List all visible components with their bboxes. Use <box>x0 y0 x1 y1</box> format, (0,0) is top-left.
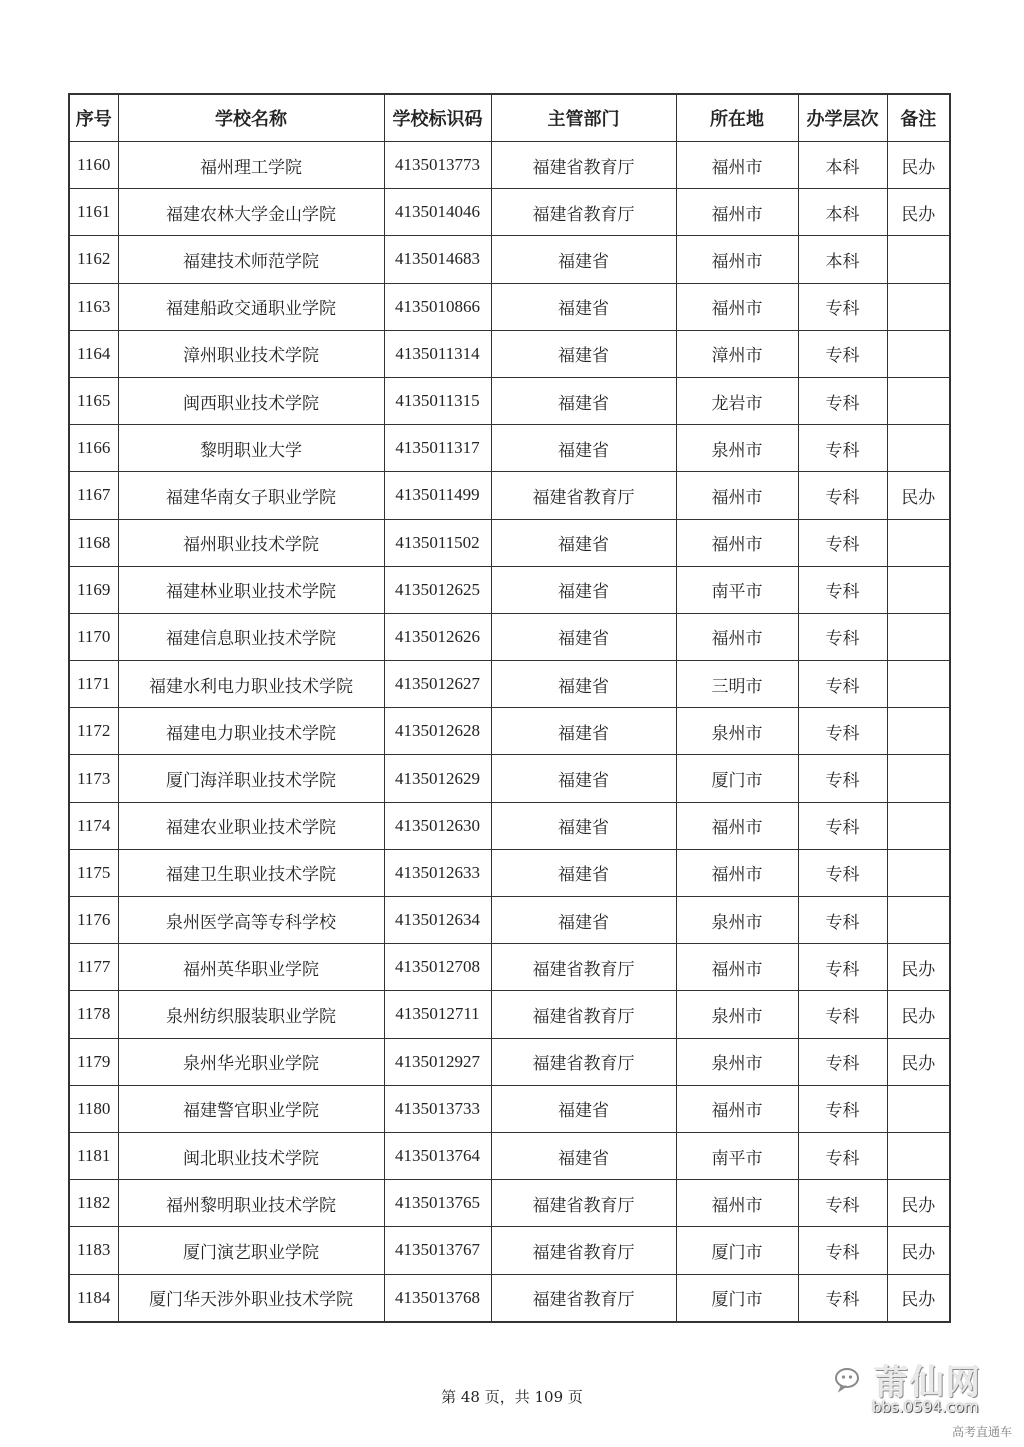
cell-school-code: 4135013764 <box>384 1132 491 1179</box>
cell-level: 专科 <box>798 991 887 1038</box>
cell-level: 专科 <box>798 802 887 849</box>
header-school-name: 学校名称 <box>118 94 384 142</box>
cell-school-code: 4135013768 <box>384 1274 491 1322</box>
cell-authority: 福建省 <box>491 849 676 896</box>
cell-school-name: 福建信息职业技术学院 <box>118 613 384 660</box>
cell-remarks: 民办 <box>887 1274 950 1322</box>
header-remarks: 备注 <box>887 94 950 142</box>
cell-remarks <box>887 1085 950 1132</box>
table-row <box>69 1038 950 1085</box>
cell-remarks: 民办 <box>887 189 950 236</box>
cell-school-code: 4135012625 <box>384 566 491 613</box>
cell-school-name: 漳州职业技术学院 <box>118 330 384 377</box>
cell-school-code: 4135011317 <box>384 425 491 472</box>
cell-level: 本科 <box>798 189 887 236</box>
cell-level: 专科 <box>798 283 887 330</box>
cell-remarks <box>887 566 950 613</box>
cell-location: 泉州市 <box>676 425 798 472</box>
cell-school-code: 4135014683 <box>384 236 491 283</box>
cell-location: 福州市 <box>676 142 798 189</box>
table-row <box>69 1132 950 1179</box>
cell-level: 专科 <box>798 1274 887 1322</box>
cell-location: 龙岩市 <box>676 377 798 424</box>
cell-level: 专科 <box>798 566 887 613</box>
cell-school-name: 泉州医学高等专科学校 <box>118 897 384 944</box>
cell-serial-number: 1165 <box>69 377 118 424</box>
cell-school-name: 福州理工学院 <box>118 142 384 189</box>
cell-location: 福州市 <box>676 472 798 519</box>
cell-remarks <box>887 613 950 660</box>
table-row <box>69 1085 950 1132</box>
cell-serial-number: 1173 <box>69 755 118 802</box>
cell-level: 专科 <box>798 472 887 519</box>
cell-school-name: 福建警官职业学院 <box>118 1085 384 1132</box>
table-row <box>69 755 950 802</box>
cell-remarks <box>887 519 950 566</box>
cell-school-name: 厦门华天涉外职业技术学院 <box>118 1274 384 1322</box>
cell-school-code: 4135011314 <box>384 330 491 377</box>
cell-school-name: 闽北职业技术学院 <box>118 1132 384 1179</box>
cell-remarks: 民办 <box>887 472 950 519</box>
cell-level: 专科 <box>798 425 887 472</box>
cell-remarks: 民办 <box>887 142 950 189</box>
cell-location: 泉州市 <box>676 897 798 944</box>
cell-school-name: 泉州纺织服装职业学院 <box>118 991 384 1038</box>
cell-level: 专科 <box>798 330 887 377</box>
cell-school-name: 闽西职业技术学院 <box>118 377 384 424</box>
cell-school-code: 4135012711 <box>384 991 491 1038</box>
cell-school-code: 4135012708 <box>384 944 491 991</box>
cell-location: 福州市 <box>676 613 798 660</box>
school-list-table <box>68 93 951 1323</box>
cell-school-code: 4135013773 <box>384 142 491 189</box>
cell-location: 福州市 <box>676 283 798 330</box>
cell-authority: 福建省 <box>491 613 676 660</box>
cell-school-name: 福建华南女子职业学院 <box>118 472 384 519</box>
table-row <box>69 1180 950 1227</box>
table-row <box>69 897 950 944</box>
cell-level: 专科 <box>798 613 887 660</box>
cell-school-code: 4135012628 <box>384 708 491 755</box>
cell-authority: 福建省 <box>491 1132 676 1179</box>
cell-level: 专科 <box>798 519 887 566</box>
cell-authority: 福建省教育厅 <box>491 1038 676 1085</box>
cell-school-code: 4135012630 <box>384 802 491 849</box>
cell-location: 福州市 <box>676 189 798 236</box>
cell-serial-number: 1181 <box>69 1132 118 1179</box>
table-row <box>69 236 950 283</box>
cell-remarks: 民办 <box>887 1180 950 1227</box>
cell-school-code: 4135012626 <box>384 613 491 660</box>
table-row <box>69 330 950 377</box>
table-row <box>69 519 950 566</box>
cell-school-code: 4135014046 <box>384 189 491 236</box>
cell-serial-number: 1178 <box>69 991 118 1038</box>
cell-school-name: 黎明职业大学 <box>118 425 384 472</box>
table-row <box>69 944 950 991</box>
cell-serial-number: 1183 <box>69 1227 118 1274</box>
cell-authority: 福建省教育厅 <box>491 991 676 1038</box>
cell-level: 专科 <box>798 897 887 944</box>
table-row <box>69 566 950 613</box>
cell-authority: 福建省 <box>491 755 676 802</box>
cell-authority: 福建省 <box>491 897 676 944</box>
cell-level: 专科 <box>798 755 887 802</box>
cell-remarks: 民办 <box>887 1038 950 1085</box>
cell-location: 福州市 <box>676 519 798 566</box>
cell-serial-number: 1164 <box>69 330 118 377</box>
cell-serial-number: 1163 <box>69 283 118 330</box>
cell-location: 福州市 <box>676 849 798 896</box>
cell-level: 专科 <box>798 1132 887 1179</box>
cell-school-code: 4135012634 <box>384 897 491 944</box>
cell-school-code: 4135013733 <box>384 1085 491 1132</box>
cell-remarks <box>887 236 950 283</box>
header-level: 办学层次 <box>798 94 887 142</box>
cell-school-code: 4135011315 <box>384 377 491 424</box>
cell-school-name: 厦门海洋职业技术学院 <box>118 755 384 802</box>
table-row <box>69 613 950 660</box>
watermark-url: bbs.0594.com <box>872 1398 979 1416</box>
cell-location: 南平市 <box>676 1132 798 1179</box>
cell-location: 福州市 <box>676 1180 798 1227</box>
cell-school-code: 4135012633 <box>384 849 491 896</box>
cell-authority: 福建省教育厅 <box>491 1274 676 1322</box>
cell-remarks <box>887 330 950 377</box>
table-row <box>69 283 950 330</box>
cell-remarks: 民办 <box>887 991 950 1038</box>
cell-authority: 福建省教育厅 <box>491 1227 676 1274</box>
cell-location: 福州市 <box>676 1085 798 1132</box>
cell-school-name: 福州职业技术学院 <box>118 519 384 566</box>
cell-school-name: 福州黎明职业技术学院 <box>118 1180 384 1227</box>
cell-authority: 福建省教育厅 <box>491 1180 676 1227</box>
cell-serial-number: 1170 <box>69 613 118 660</box>
cell-location: 福州市 <box>676 236 798 283</box>
cell-school-code: 4135012927 <box>384 1038 491 1085</box>
cell-remarks <box>887 1132 950 1179</box>
cell-authority: 福建省 <box>491 661 676 708</box>
table-row <box>69 189 950 236</box>
cell-level: 本科 <box>798 236 887 283</box>
cell-location: 泉州市 <box>676 708 798 755</box>
cell-serial-number: 1167 <box>69 472 118 519</box>
table-row <box>69 991 950 1038</box>
cell-school-code: 4135011499 <box>384 472 491 519</box>
cell-school-name: 福建林业职业技术学院 <box>118 566 384 613</box>
table-row <box>69 661 950 708</box>
cell-school-code: 4135013765 <box>384 1180 491 1227</box>
cell-school-name: 福建电力职业技术学院 <box>118 708 384 755</box>
cell-authority: 福建省教育厅 <box>491 944 676 991</box>
table-row <box>69 142 950 189</box>
cell-school-name: 厦门演艺职业学院 <box>118 1227 384 1274</box>
cell-level: 专科 <box>798 708 887 755</box>
cell-authority: 福建省 <box>491 708 676 755</box>
cell-remarks <box>887 425 950 472</box>
header-authority: 主管部门 <box>491 94 676 142</box>
cell-serial-number: 1162 <box>69 236 118 283</box>
cell-remarks <box>887 802 950 849</box>
cell-school-name: 福建水利电力职业技术学院 <box>118 661 384 708</box>
cell-serial-number: 1161 <box>69 189 118 236</box>
cell-level: 专科 <box>798 1180 887 1227</box>
cell-level: 专科 <box>798 849 887 896</box>
cell-location: 泉州市 <box>676 1038 798 1085</box>
header-school-code: 学校标识码 <box>384 94 491 142</box>
cell-serial-number: 1177 <box>69 944 118 991</box>
cell-authority: 福建省 <box>491 519 676 566</box>
cell-school-name: 福建技术师范学院 <box>118 236 384 283</box>
cell-location: 福州市 <box>676 802 798 849</box>
cell-remarks <box>887 283 950 330</box>
cell-serial-number: 1171 <box>69 661 118 708</box>
cell-remarks <box>887 708 950 755</box>
cell-school-code: 4135010866 <box>384 283 491 330</box>
cell-level: 本科 <box>798 142 887 189</box>
cell-serial-number: 1168 <box>69 519 118 566</box>
cell-location: 福州市 <box>676 944 798 991</box>
cell-school-code: 4135013767 <box>384 1227 491 1274</box>
table-body <box>69 142 950 1322</box>
table-header-row <box>69 94 950 142</box>
cell-level: 专科 <box>798 1227 887 1274</box>
cell-serial-number: 1166 <box>69 425 118 472</box>
cell-authority: 福建省 <box>491 236 676 283</box>
cell-location: 厦门市 <box>676 1274 798 1322</box>
wechat-icon <box>834 1365 864 1395</box>
cell-location: 三明市 <box>676 661 798 708</box>
cell-authority: 福建省 <box>491 802 676 849</box>
cell-level: 专科 <box>798 377 887 424</box>
table-row <box>69 1274 950 1322</box>
cell-serial-number: 1180 <box>69 1085 118 1132</box>
cell-remarks <box>887 897 950 944</box>
header-location: 所在地 <box>676 94 798 142</box>
cell-location: 漳州市 <box>676 330 798 377</box>
cell-remarks <box>887 377 950 424</box>
cell-serial-number: 1182 <box>69 1180 118 1227</box>
cell-level: 专科 <box>798 661 887 708</box>
table-row <box>69 802 950 849</box>
page-number: 第 48 页，共 109 页 <box>441 1388 583 1406</box>
header-serial-number: 序号 <box>69 94 118 142</box>
cell-authority: 福建省教育厅 <box>491 472 676 519</box>
cell-remarks: 民办 <box>887 944 950 991</box>
table-row <box>69 708 950 755</box>
cell-serial-number: 1175 <box>69 849 118 896</box>
cell-school-name: 泉州华光职业学院 <box>118 1038 384 1085</box>
cell-serial-number: 1169 <box>69 566 118 613</box>
cell-authority: 福建省教育厅 <box>491 142 676 189</box>
cell-location: 泉州市 <box>676 991 798 1038</box>
cell-school-name: 福建船政交通职业学院 <box>118 283 384 330</box>
cell-serial-number: 1174 <box>69 802 118 849</box>
cell-authority: 福建省教育厅 <box>491 189 676 236</box>
cell-school-name: 福建农林大学金山学院 <box>118 189 384 236</box>
cell-location: 厦门市 <box>676 755 798 802</box>
cell-remarks <box>887 661 950 708</box>
cell-remarks <box>887 755 950 802</box>
cell-authority: 福建省 <box>491 425 676 472</box>
cell-serial-number: 1176 <box>69 897 118 944</box>
cell-authority: 福建省 <box>491 330 676 377</box>
cell-location: 南平市 <box>676 566 798 613</box>
cell-authority: 福建省 <box>491 566 676 613</box>
table-row <box>69 425 950 472</box>
table-row <box>69 1227 950 1274</box>
cell-serial-number: 1179 <box>69 1038 118 1085</box>
cell-school-code: 4135012627 <box>384 661 491 708</box>
cell-school-name: 福建农业职业技术学院 <box>118 802 384 849</box>
cell-remarks: 民办 <box>887 1227 950 1274</box>
cell-serial-number: 1184 <box>69 1274 118 1322</box>
watermark-site-name: 莆仙网 <box>874 1363 982 1403</box>
cell-level: 专科 <box>798 944 887 991</box>
cell-authority: 福建省 <box>491 1085 676 1132</box>
cell-level: 专科 <box>798 1038 887 1085</box>
cell-serial-number: 1172 <box>69 708 118 755</box>
table-row <box>69 377 950 424</box>
watermark-subtitle: 高考直通车 <box>951 1425 1012 1439</box>
cell-school-code: 4135012629 <box>384 755 491 802</box>
cell-school-code: 4135011502 <box>384 519 491 566</box>
table-row <box>69 849 950 896</box>
cell-remarks <box>887 849 950 896</box>
site-watermark <box>832 1355 1018 1443</box>
cell-authority: 福建省 <box>491 377 676 424</box>
cell-serial-number: 1160 <box>69 142 118 189</box>
table-row <box>69 472 950 519</box>
cell-school-name: 福州英华职业学院 <box>118 944 384 991</box>
cell-school-name: 福建卫生职业技术学院 <box>118 849 384 896</box>
cell-authority: 福建省 <box>491 283 676 330</box>
cell-location: 厦门市 <box>676 1227 798 1274</box>
cell-level: 专科 <box>798 1085 887 1132</box>
